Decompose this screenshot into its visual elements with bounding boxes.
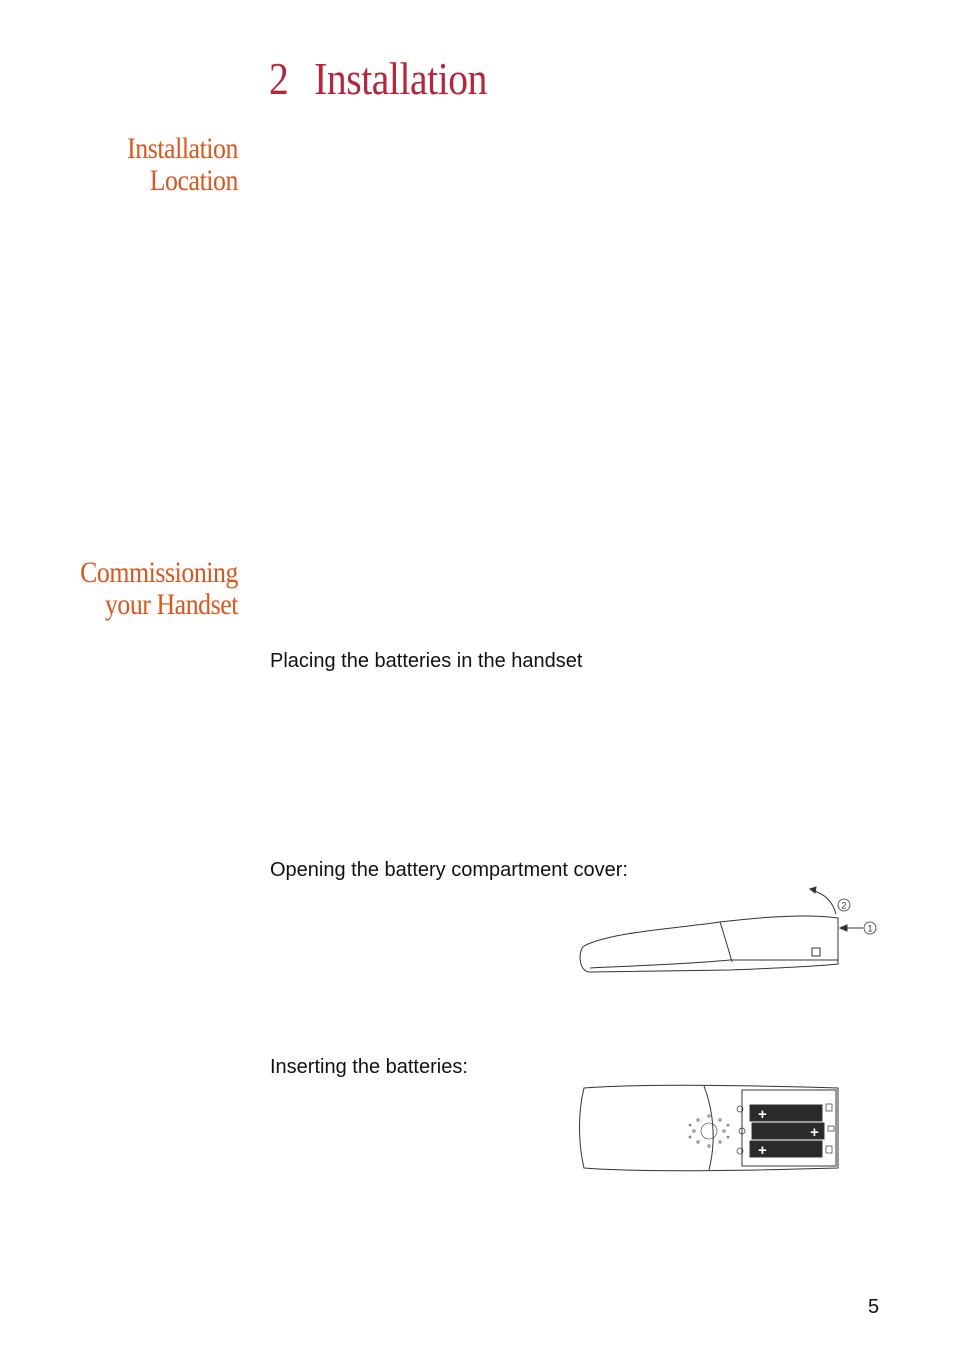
svg-text:1: 1 <box>867 923 873 934</box>
chapter-number: 2 <box>269 53 289 104</box>
svg-text:2: 2 <box>841 900 847 911</box>
battery-cells <box>750 1105 824 1159</box>
subheading-placing-batteries: Placing the batteries in the handset <box>270 650 583 672</box>
battery-compartment-illustration <box>574 1082 846 1177</box>
svg-text:+: + <box>810 1124 819 1141</box>
chapter-name: Installation <box>314 53 487 104</box>
section-heading-line: Installation <box>127 132 238 165</box>
page-number: 5 <box>868 1296 880 1318</box>
section-heading-installation-location <box>18 133 238 197</box>
arrow-icon <box>840 925 863 931</box>
section-heading-line: your Handset <box>104 588 238 621</box>
svg-text:+: + <box>758 1142 767 1159</box>
section-heading-commissioning <box>18 557 238 621</box>
section-heading-line: Commissioning <box>80 556 238 589</box>
handset-side-view-illustration <box>570 884 890 979</box>
subheading-inserting-batteries: Inserting the batteries: <box>270 1056 468 1078</box>
svg-text:+: + <box>758 1106 767 1123</box>
speaker-grille <box>689 1115 729 1147</box>
chapter-title <box>269 52 487 105</box>
callout-1 <box>864 922 876 934</box>
callout-2 <box>838 899 850 911</box>
subheading-opening-cover: Opening the battery compartment cover: <box>270 859 628 881</box>
curved-arrow-icon <box>810 887 836 914</box>
section-heading-line: Location <box>149 164 238 197</box>
